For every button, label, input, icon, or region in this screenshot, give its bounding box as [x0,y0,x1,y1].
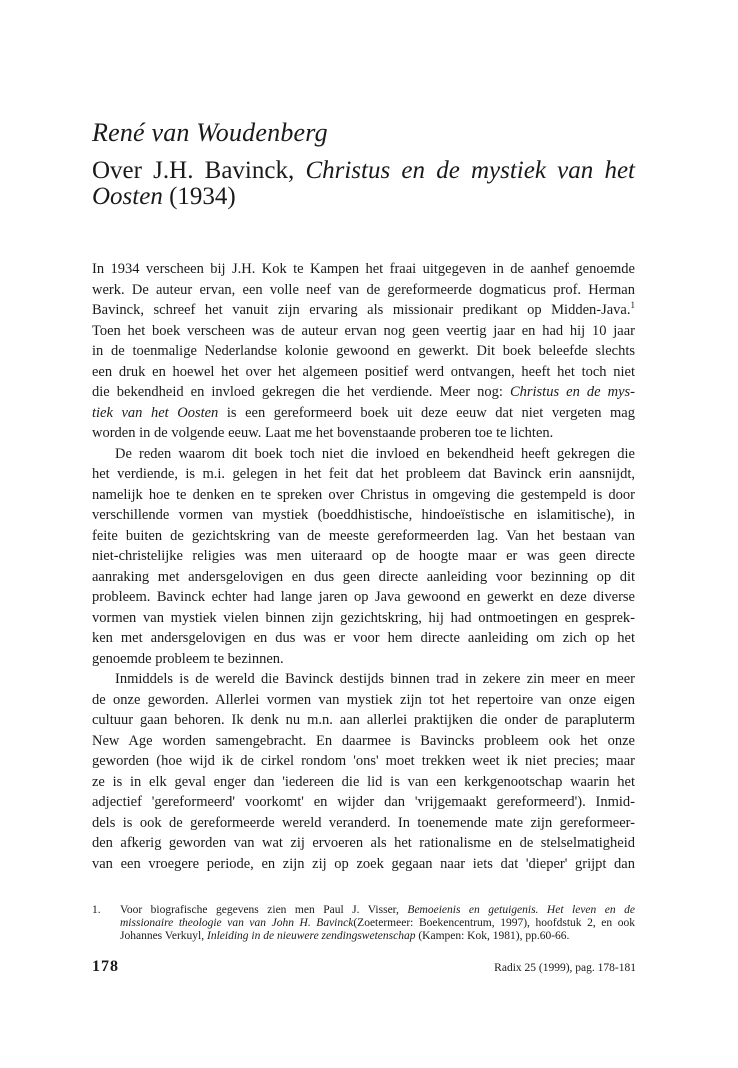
body-line-text: Bavinck, schreef het vanuit zijn ervaring als missionair predikant op Midden-Java. [92,302,631,318]
body-line: den afkerig geworden van wat zij ervoeren als het rationalisme en de stelselmatigheid [92,835,635,851]
body-line: probleem. Bavinck echter had lange jaren op Java gewoond en gewerkt en deze diverse [92,589,635,605]
body-line: geworden (hoe wijd ik de cirkel rondom 'ons' moet trekken weet ik niet precies; maar [92,753,635,769]
title-line-1 [92,158,635,184]
footnote-text-run: (Zoetermeer: Boekencentrum, 1997), hoofdstuk 2, en ook [353,917,635,929]
body-line-text: is een gereformeerd boek uit deze eeuw dat niet vergeten mag [226,404,635,421]
body-line: adjectief 'gereformeerd' voorkomt' en wijder dan 'vrijgemaakt gereformeerd'). Inmid- [92,794,635,810]
body-italic: tiek van het Oosten [92,404,219,421]
body-line: verschillende vormen van mystiek (boeddhistische, hindoeïstische en islamitische), in [92,507,635,523]
body-line: dels is ook de gereformeerde wereld veranderd. In toenemende mate zijn gereformeer- [92,814,635,831]
footnote-line [120,930,635,943]
body-line: aanraking met andersgelovigen en dus geen directe aanleiding voor bezinning op dit [92,568,635,585]
body-line: een druk en hoewel het over het algemeen positief werd ontvangen, heeft het toch niet [92,363,635,380]
body-line: In 1934 verscheen bij J.H. Kok te Kampen het fraai uitgegeven in de aanhef genoemde [92,261,635,277]
body-line: niet-christelijke religies was men uiteraard op de hoogte maar er was geen directe [92,548,635,564]
body-line: De reden waarom dit boek toch niet die invloed en bekendheid heeft gekregen die [115,445,635,462]
body-line: genoemde probleem te bezinnen. [92,650,284,667]
footnote-italic-run: Inleiding in de nieuwere zendingswetenschap [207,930,416,942]
title-italic-1: Christus en de mystiek van het [305,157,635,184]
body-line: feite buiten de gezichtskring van de meeste gereformeerden lag. Van het bestaan van [92,527,635,544]
title-suffix: (1934) [169,183,236,210]
body-line: worden in de volgende eeuw. Laat me het bovenstaande proberen toe te lichten. [92,425,554,441]
page-number: 178 [92,958,119,975]
author-name: René van Woudenberg [92,118,328,147]
body-line: het verdiende, is m.i. gelegen in het feit dat het probleem dat Bavinck erin aansnijdt, [92,466,635,482]
body-line-text: die bekendheid en invloed gekregen die het verdiende. Meer nog: [92,384,503,400]
journal-source: Radix 25 (1999), pag. 178-181 [494,962,636,974]
body-line: Inmiddels is de wereld die Bavinck destijds binnen trad in zekere zin meer en meer [115,671,635,687]
body-line: van een vroegere periode, en zijn zij op zoek gegaan naar iets dat 'dieper' grijpt dan [92,855,635,872]
body-line: vormen van mystiek vielen binnen zijn gezichtskring, hij had ontmoetingen en gesprek- [92,609,635,626]
footnote-line [120,917,635,930]
footnote-line [120,904,635,917]
title-prefix: Over J.H. Bavinck, [92,157,295,184]
body-line: namelijk hoe te denken en te spreken over Christus in omgeving die gestempeld is door [92,486,635,503]
body-line [92,382,635,403]
footnote-italic-run: missionaire theologie van van John H. Bavinck [120,917,354,929]
title-line-2 [92,184,635,210]
footnote-text-run: Voor biografische gegevens zien men Paul J. Visser, [120,904,399,916]
footnote-italic-run: Bemoeienis en getuigenis. Het leven en de [407,904,635,916]
body-line [92,300,635,321]
body-line: cultuur gaan behoren. Ik denk nu m.n. aan allerlei praktijken die onder de parapluterm [92,712,635,728]
body-italic: Christus en de mys- [509,384,635,400]
body-line: in de toenmalige Nederlandse kolonie gewoond en gewerkt. Dit boek beleefde slechts [92,343,635,359]
footnote-number: 1. [92,904,101,916]
body-line: ze is in elk geval enger dan 'iedereen die lid is van een kerkgenootschap waarin het [92,773,635,790]
footnote-text [120,904,635,943]
body-line: de onze geworden. Allerlei vormen van mystiek zijn tot het repertoire van onze eigen [92,691,635,708]
body-line [92,403,635,424]
footnote-text-run: Johannes Verkuyl, [120,930,205,942]
footnote-marker[interactable]: 1 [630,300,635,310]
body-line: New Age worden samengebracht. En daarmee is Bavincks probleem ook het onze [92,732,635,749]
article-body [92,259,635,874]
body-line: werk. De auteur ervan, een volle neef van de gereformeerde dogmaticus prof. Herman [92,281,635,298]
title-italic-2: Oosten [92,183,163,210]
footnote-text-run: (Kampen: Kok, 1981), pp.60-66. [418,930,570,942]
body-line: ken met andersgelovigen en dus was er voor hem directe aanleiding om zich op het [92,630,635,646]
article-title [92,158,635,210]
body-line: Toen het boek verscheen was de auteur ervan nog geen veertig jaar en had hij 10 jaar [92,322,635,339]
